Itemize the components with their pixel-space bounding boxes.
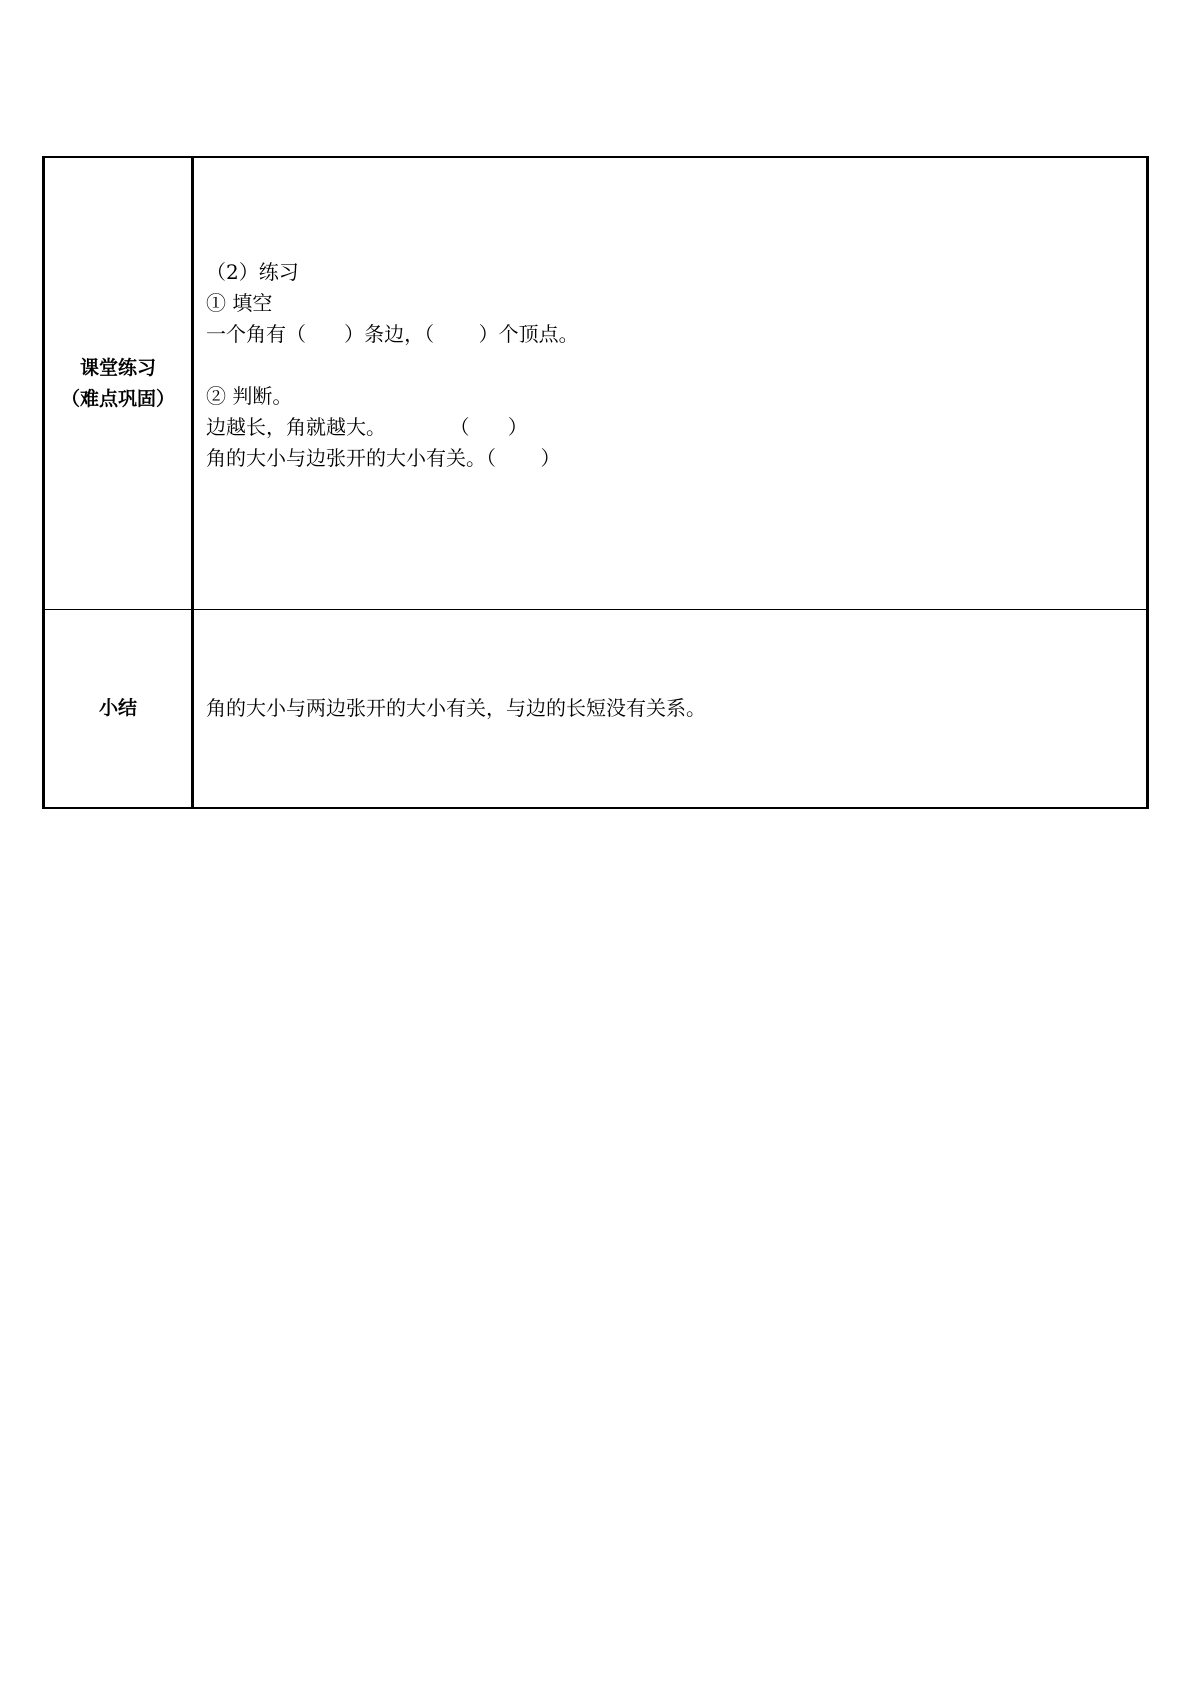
judge-blank-1 (470, 415, 508, 439)
judge-item-1-text: 边越长，角就越大。 (206, 415, 386, 439)
summary-label-cell (44, 610, 193, 809)
summary-text: 角的大小与两边张开的大小有关，与边的长短没有关系。 (206, 696, 706, 720)
summary-label: 小结 (98, 697, 137, 719)
judge-item-2-paren-open: （ (486, 446, 496, 470)
fill-item (206, 319, 1146, 350)
judge-blank-2 (496, 446, 541, 470)
fill-item-part2: ）条边，（ (344, 322, 435, 346)
fill-item-part3: ）个顶点。 (478, 322, 579, 346)
fill-item-part1: 一个角有（ (206, 322, 306, 346)
fill-heading: ① 填空 (206, 291, 273, 315)
spacer-line (206, 350, 1146, 381)
fill-blank-1 (306, 322, 344, 346)
practice-sublabel: （难点巩固） (60, 387, 175, 410)
summary-content-cell (193, 610, 1148, 809)
judge-item-2-text: 角的大小与边张开的大小有关。 (206, 446, 486, 470)
practice-label: 课堂练习 (79, 356, 156, 379)
judge-item-2 (206, 443, 1146, 474)
fill-blank-2 (434, 322, 479, 346)
judge-item-2-paren-close: ） (540, 446, 561, 470)
table-row (44, 157, 1148, 610)
table-row (44, 610, 1148, 809)
practice-body (206, 257, 1146, 474)
judge-heading: ② 判断。 (206, 384, 293, 408)
lesson-plan-table (42, 156, 1149, 809)
judge-item-1 (206, 412, 1146, 443)
practice-heading: （2）练习 (206, 260, 299, 284)
judge-item-1-paren-open: （ (449, 415, 470, 439)
judge-item-1-spacer (386, 415, 450, 439)
judge-item-1-paren-close: ） (507, 415, 528, 439)
practice-label-cell (44, 157, 193, 610)
practice-content-cell (193, 157, 1148, 610)
